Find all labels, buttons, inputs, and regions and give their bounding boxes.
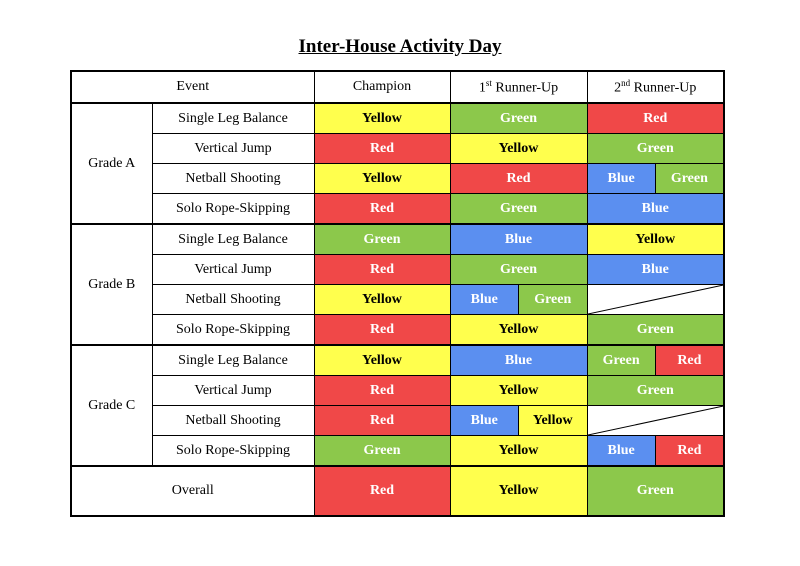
event-name: Single Leg Balance: [152, 345, 314, 376]
result-red: Red: [314, 406, 450, 436]
overall-first: Yellow: [450, 466, 587, 516]
result-green: Green: [588, 346, 655, 375]
result-red: Red: [314, 315, 450, 346]
result-yellow: Yellow: [314, 345, 450, 376]
event-name: Vertical Jump: [152, 255, 314, 285]
result-blue: Blue: [450, 224, 587, 255]
event-name: Solo Rope-Skipping: [152, 315, 314, 346]
event-row: [71, 315, 724, 346]
header-event: Event: [71, 71, 314, 103]
header-row: [71, 71, 724, 103]
result-yellow: Yellow: [450, 134, 587, 164]
result-green: Green: [314, 224, 450, 255]
event-name: Netball Shooting: [152, 285, 314, 315]
result-blue: Blue: [450, 345, 587, 376]
result-green: Green: [655, 164, 723, 193]
event-name: Vertical Jump: [152, 134, 314, 164]
result-red: Red: [655, 346, 723, 375]
result-cell: [587, 436, 724, 467]
event-row: [71, 376, 724, 406]
result-cell: [450, 285, 587, 315]
result-red: Red: [314, 376, 450, 406]
result-blue: Blue: [587, 255, 724, 285]
results-table: [70, 70, 725, 517]
result-cell: [587, 345, 724, 376]
result-red: Red: [450, 164, 587, 194]
result-blue: Blue: [587, 194, 724, 225]
no-placement-cell: [587, 406, 724, 436]
grade-label: Grade A: [71, 103, 152, 224]
result-green: Green: [314, 436, 450, 467]
result-green: Green: [587, 315, 724, 346]
page-title: Inter-House Activity Day: [298, 36, 502, 57]
event-name: Single Leg Balance: [152, 103, 314, 134]
result-red: Red: [655, 436, 723, 465]
diagonal-slash: [588, 406, 724, 435]
tied-results: [588, 436, 724, 465]
result-yellow: Yellow: [518, 406, 587, 435]
event-row: [71, 436, 724, 467]
result-red: Red: [314, 194, 450, 225]
result-blue: Blue: [588, 436, 655, 465]
tied-results: [451, 285, 587, 314]
event-row: [71, 194, 724, 225]
result-blue: Blue: [588, 164, 655, 193]
result-green: Green: [518, 285, 587, 314]
overall-label: Overall: [71, 466, 314, 516]
tied-results: [588, 164, 724, 193]
grade-label: Grade C: [71, 345, 152, 466]
result-green: Green: [450, 103, 587, 134]
diagonal-slash: [588, 285, 724, 314]
event-row: [71, 164, 724, 194]
result-cell: [450, 406, 587, 436]
tied-results: [588, 346, 724, 375]
overall-row: [71, 466, 724, 516]
result-yellow: Yellow: [450, 376, 587, 406]
result-green: Green: [587, 134, 724, 164]
result-yellow: Yellow: [314, 103, 450, 134]
result-green: Green: [587, 376, 724, 406]
result-yellow: Yellow: [450, 436, 587, 467]
result-green: Green: [450, 255, 587, 285]
event-name: Single Leg Balance: [152, 224, 314, 255]
result-blue: Blue: [451, 406, 519, 435]
result-yellow: Yellow: [450, 315, 587, 346]
event-row: [71, 255, 724, 285]
event-row: [71, 224, 724, 255]
event-name: Netball Shooting: [152, 164, 314, 194]
overall-champion: Red: [314, 466, 450, 516]
overall-second: Green: [587, 466, 724, 516]
result-red: Red: [314, 134, 450, 164]
result-yellow: Yellow: [314, 285, 450, 315]
result-cell: [587, 164, 724, 194]
header-champion: Champion: [314, 71, 450, 103]
event-name: Vertical Jump: [152, 376, 314, 406]
event-row: [71, 285, 724, 315]
event-name: Solo Rope-Skipping: [152, 194, 314, 225]
result-red: Red: [314, 255, 450, 285]
result-green: Green: [450, 194, 587, 225]
event-name: Solo Rope-Skipping: [152, 436, 314, 467]
event-row: [71, 134, 724, 164]
result-yellow: Yellow: [587, 224, 724, 255]
event-name: Netball Shooting: [152, 406, 314, 436]
event-row: [71, 345, 724, 376]
result-blue: Blue: [451, 285, 519, 314]
header-second-runner-up: 2nd Runner-Up: [587, 71, 724, 103]
result-red: Red: [587, 103, 724, 134]
tied-results: [451, 406, 587, 435]
result-yellow: Yellow: [314, 164, 450, 194]
event-row: [71, 103, 724, 134]
event-row: [71, 406, 724, 436]
grade-label: Grade B: [71, 224, 152, 345]
no-placement-cell: [587, 285, 724, 315]
header-first-runner-up: 1st Runner-Up: [450, 71, 587, 103]
